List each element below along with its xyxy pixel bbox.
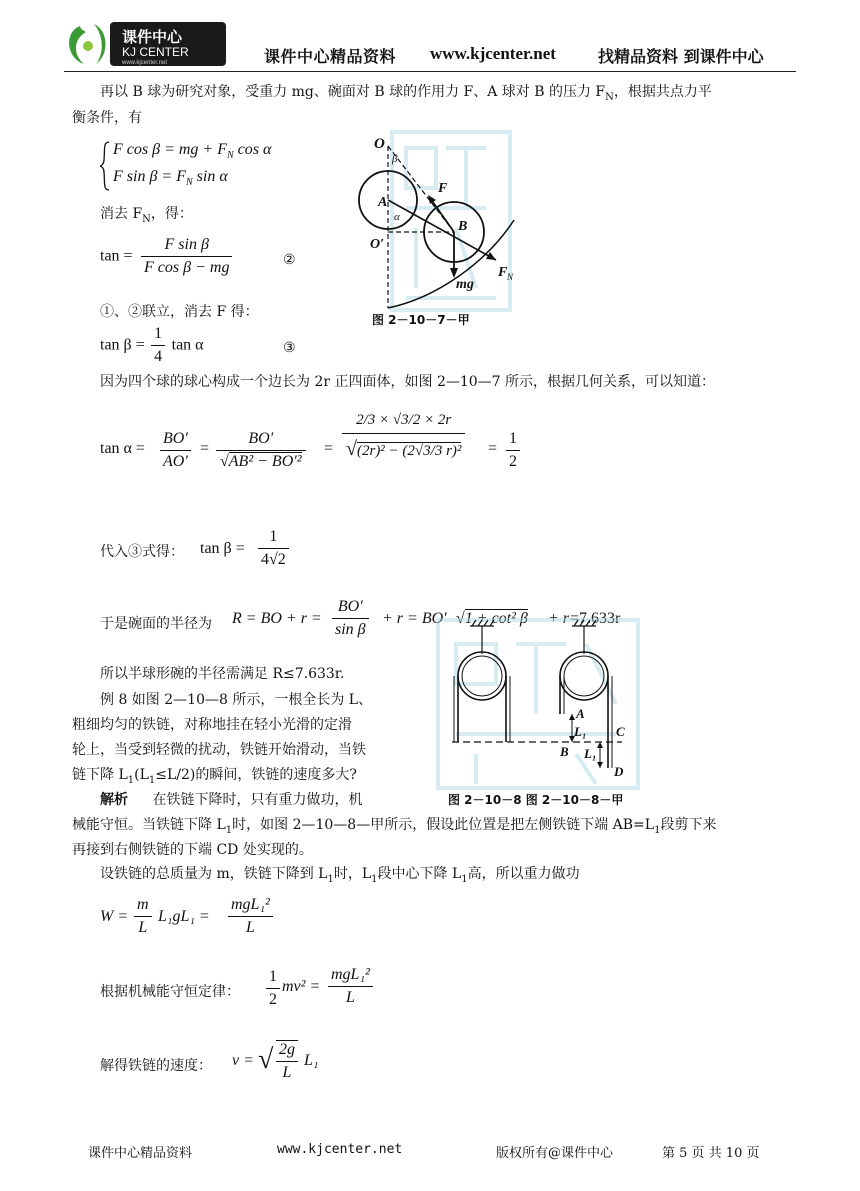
footer-url[interactable]: www.kjcenter.net [277,1142,403,1157]
footer-left: 课件中心精品资料 [88,1146,193,1161]
logo-url: www.kjcenter.net [122,60,168,66]
ex8-line1: 例 8 如图 2—10—8 所示，一根全长为 L、 [100,692,373,708]
fig1-label-A: A [378,195,388,210]
fig2-label-L1-right: L₁ [584,746,597,761]
fig1-label-FN-sub: N [507,272,514,282]
equation-mark-2: ② [283,252,296,268]
tetra-text: 因为四个球的球心构成一个边长为 2r 正四面体，如图 2—10—7 所示，根据几何关系，可以知道： [100,374,716,390]
system-eq1: F cos β = mg + $F_N$ cos α [113,141,272,162]
header-logo [64,18,226,70]
analysis-line2: 械能守恒。当铁链下降 $L_1$时，如图 2—10—8—甲所示，假设此位置是把左侧铁链下端 $AB=L_1$段剪下来 [72,817,717,836]
fig1-label-beta: β [392,153,398,165]
figure-2-10-8-drawing [436,614,652,810]
fig2-label-D: D [614,764,624,779]
fig1-label-alpha: α [394,211,400,223]
fig1-caption: 图 2－10－7－甲 [372,313,470,327]
tan-beta-equation-3: tan β = $\frac{1}{4}$ tan α [100,325,204,365]
ex8-line2: 粗细均匀的铁链，对称地挂在轻小光滑的定滑 [72,717,352,733]
analysis-line1: 解析 在铁链下降时，只有重力做功，机 [100,792,363,808]
fig1-label-B: B [458,219,468,234]
eliminate-text: 消去 $F_N$，得： [100,206,193,225]
fig2-caption: 图 2－10－8 图 2－10－8－甲 [448,793,624,807]
header-rule [64,71,796,72]
fig2-label-A: A [576,706,585,721]
tan-equation-2: tan = $\frac{\text{F sin β}}{\text{F cos β − mg}}$ [100,236,232,277]
footer-page-number: 第 5 页 共 10 页 [662,1146,760,1161]
footer-copyright: 版权所有@课件中心 [496,1146,614,1161]
logo-en: KJ CENTER [122,45,189,59]
figure-2-10-7 [356,128,520,332]
analysis-line3: 再接到右侧铁链的下端 CD 处实现的。 [72,842,313,858]
watermark-stamp [392,132,510,310]
para1-line2: 衡条件，有 [72,110,142,126]
equation-mark-3: ③ [283,340,296,356]
system-eq2: F $\sin \beta = F_N$ sin α [113,168,228,189]
fig1-label-FN: F [498,265,508,280]
fig1-label-F: F [438,181,448,196]
fig2-label-L1-left: L₁ [574,724,587,739]
analysis-label: 解析 [100,792,128,808]
header-url[interactable]: www.kjcenter.net [430,44,556,63]
header-center-label: 课件中心精品资料 [264,47,397,66]
header-right-label: 找精品资料 到课件中心 [598,47,764,66]
fig1-label-Oprime: O′ [370,237,385,252]
fig2-label-C: C [616,724,625,739]
kjcenter-logo [64,18,226,70]
figure-2-10-8 [436,614,652,810]
fig1-label-O: O [374,136,385,152]
system-brace [98,140,112,192]
ex8-line4: 链下降 $L_1(L_1\le L/2)$的瞬间，铁链的速度多大? [72,767,357,786]
para1-line1: 再以 B 球为研究对象，受重力 mg、碗面对 B 球的作用力 F、A 球对 B 的压力 $F_N$，根据共点力平 [100,84,712,103]
logo-cn: 课件中心 [122,28,183,46]
fig2-label-B: B [560,744,569,759]
mass-text: 设铁链的总质量为 m，铁链下降到 $L_1$时，$L_1$段中心下降 $L_1$高，所以重力做功 [100,866,580,885]
fig1-label-mg: mg [456,277,474,292]
conclusion-text: 所以半球形碗的半径需满足 R≤7.633r. [100,666,345,682]
ex8-line3: 轮上，当受到轻微的扰动，铁链开始滑动，当铁 [72,742,366,758]
figure-2-10-7-drawing [356,128,520,332]
combine-text: ①、②联立，消去 F 得： [100,304,259,320]
